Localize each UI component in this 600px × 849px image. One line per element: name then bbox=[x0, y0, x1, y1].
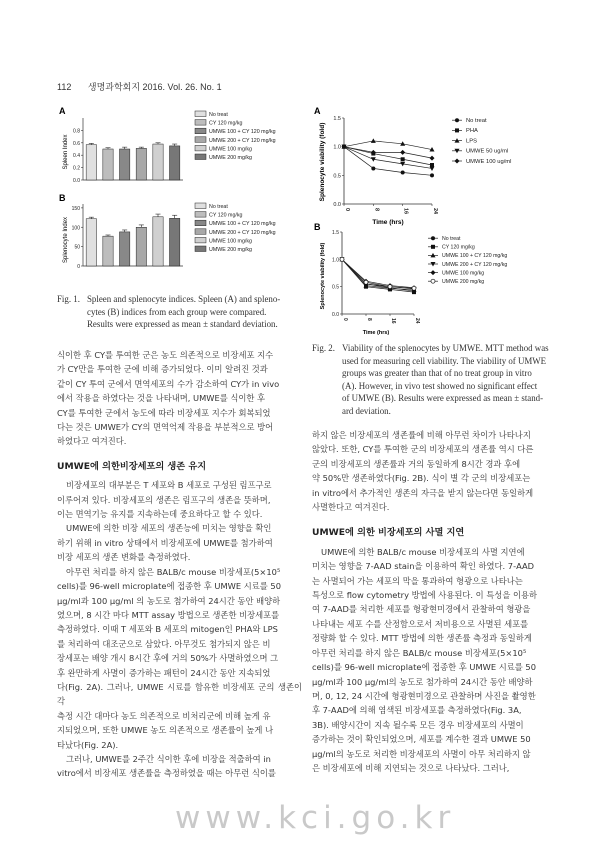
legend-label: UMWE 100 + CY 120 mg/kg bbox=[442, 253, 508, 260]
legend-swatch bbox=[195, 137, 206, 143]
text-line: 아무런 처리를 하지 않은 BALB/c mouse 비장세포(5×10⁵ bbox=[66, 566, 281, 577]
marker bbox=[388, 285, 392, 289]
text-line: 이루어져 있다. 비장세포의 생존은 림프구의 생존을 뜻하며, bbox=[57, 494, 271, 505]
marker bbox=[364, 280, 368, 284]
series-line bbox=[342, 259, 414, 287]
figure-1-caption bbox=[57, 293, 302, 331]
journal-title: 생명과학회지 2016. Vol. 26. No. 1 bbox=[87, 82, 222, 92]
section-title-survival: UMWE에 의한비장세포의 생존 유지 bbox=[57, 460, 207, 472]
marker bbox=[401, 157, 405, 161]
caption-line: of UMWE (B). Results were expressed as mean ± stand- bbox=[342, 393, 544, 404]
legend-label: UMWE 100 + CY 120 mg/kg bbox=[209, 221, 276, 228]
text-line: 측정 시간 대마다 농도 의존적으로 비처리군에 비해 높게 유 bbox=[57, 710, 271, 721]
paragraph-3 bbox=[57, 565, 302, 579]
legend-label: No treat bbox=[209, 204, 228, 210]
text-line: μg/ml과 100 μg/ml 의 농도로 첨가하여 24시간 동안 배양하 bbox=[57, 595, 281, 606]
text-line: 아무런 처리를 하지 않은 BALB/c mouse 비장세포(5×10⁵ bbox=[312, 647, 527, 658]
text-line: 사멸한다고 여겨진다. bbox=[312, 502, 390, 513]
x-tick-label: 0 bbox=[342, 318, 348, 321]
caption-line: groups was greater than that of no treat group in vitro bbox=[342, 368, 532, 379]
text-line: 였으며, 8 시간 마다 MTT assay 방법으로 생존한 비장세포를 bbox=[57, 609, 280, 620]
marker bbox=[430, 156, 435, 161]
y-tick-label: 0.8 bbox=[73, 128, 80, 135]
bar bbox=[170, 146, 180, 180]
fig1-panel-b bbox=[72, 204, 183, 270]
bar bbox=[86, 145, 96, 180]
legend-label: CY 120 mg/kg bbox=[442, 244, 475, 251]
page-header bbox=[57, 80, 236, 93]
legend-label: No treat bbox=[466, 118, 487, 124]
text-line: 측정하였다. 이때 T 세포와 B 세포의 mitogen인 PHA와 LPS bbox=[57, 624, 278, 635]
bar bbox=[120, 232, 130, 266]
caption-line: Spleen and splenocyte indices. Spleen (A) and spleno- bbox=[87, 294, 281, 304]
legend-label: UMWE 200 + CY 120 mg/kg bbox=[209, 137, 276, 144]
text-line: UMWE에 의한 비장 세포의 생존능에 미치는 영향을 확인 bbox=[66, 523, 272, 534]
bar bbox=[86, 219, 96, 266]
text-line: 3B). 배양시간이 지속 될수록 모든 경우 비장세포의 사멸이 bbox=[312, 719, 524, 730]
legend-swatch bbox=[195, 154, 206, 160]
paragraph-1 bbox=[57, 478, 302, 492]
legend-label: UMWE 100 mg/kg bbox=[209, 238, 252, 245]
text-line: 하지 않은 비장세포의 생존률에 비해 아무런 차이가 나타나지 bbox=[312, 430, 531, 440]
text-line: 미치는 영향을 7-AAD stain을 이용하여 확인 하였다. 7-AAD bbox=[312, 561, 535, 572]
fig2-panel-b-label: B bbox=[314, 222, 321, 232]
fig2-b-xlabel: Time (hrs) bbox=[362, 330, 390, 336]
text-line: 지되었으며, 또한 UMWE 농도 의존적으로 생존률이 높게 나 bbox=[57, 725, 274, 736]
legend-label: UMWE 200 mg/kg bbox=[209, 155, 252, 161]
marker bbox=[371, 138, 376, 143]
legend-label: UMWE 50 ug/ml bbox=[466, 148, 509, 155]
figure-2 bbox=[312, 104, 552, 336]
x-tick-label: 16 bbox=[402, 208, 409, 215]
y-tick-label: 1.5 bbox=[333, 116, 341, 122]
marker bbox=[430, 173, 434, 177]
marker bbox=[431, 270, 436, 275]
fig1-b-ylabel: Splenocyte Index bbox=[63, 216, 69, 264]
marker bbox=[371, 166, 375, 170]
legend-swatch bbox=[195, 120, 206, 126]
page-number: 112 bbox=[57, 82, 72, 92]
marker bbox=[400, 150, 405, 155]
caption-line: cytes (B) indices from each group were compared. bbox=[87, 306, 267, 317]
y-tick-label: 0.4 bbox=[73, 153, 80, 160]
marker bbox=[431, 245, 435, 249]
legend-label: UMWE 100 mg/kg bbox=[442, 270, 485, 277]
y-tick-label: 0.6 bbox=[73, 140, 80, 147]
fig1-legend-a bbox=[195, 111, 276, 161]
legend-swatch bbox=[195, 203, 206, 209]
right-column bbox=[312, 428, 555, 775]
text-line: 나타내는 세포 수를 산정함으로서 저비용으로 사멸된 세포를 bbox=[312, 618, 529, 629]
fig2-caption-label: Fig. 2. bbox=[312, 343, 335, 353]
legend-swatch bbox=[195, 128, 206, 134]
fig2-legend-a bbox=[452, 118, 511, 165]
text-line: 장세포는 배양 개시 8시간 후에 거의 50%가 사멸하였으며 그 bbox=[57, 653, 279, 664]
fig2-b-ylabel: Splenocyte viability (fold) bbox=[320, 242, 326, 310]
paragraph-1-cont bbox=[57, 493, 302, 522]
text-line: vitro에서 비장세포 생존률을 측정하였을 때는 아무런 식이를 bbox=[57, 768, 276, 779]
y-tick-label: 100 bbox=[71, 225, 80, 232]
text-line: 를 처리하여 대조군으로 삼았다. 아무것도 첨가되지 않은 비 bbox=[57, 638, 271, 649]
text-line: cells)를 96-well microplate에 접종한 후 UMWE 시료를 50 bbox=[57, 581, 281, 592]
marker bbox=[430, 166, 435, 171]
fig1-a-ylabel: Spleen Index bbox=[63, 134, 69, 170]
x-tick-label: 8 bbox=[366, 318, 372, 321]
watermark: www.kci.go.kr bbox=[175, 800, 456, 836]
text-line: 비장세포의 대부분은 T 세포와 B 세포로 구성된 림프구로 bbox=[66, 480, 272, 491]
section-title-death-delay: UMWE에 의한 비장세포의 사멸 지연 bbox=[312, 527, 465, 539]
text-line: CY를 투여한 군에서 농도에 따라 비장세포 지수가 회복되었 bbox=[57, 407, 271, 418]
text-line: 타났다(Fig. 2A). bbox=[57, 739, 119, 750]
text-line: 는 사멸되어 가는 세포의 막을 통과하여 형광으로 나타나는 bbox=[312, 575, 523, 586]
caption-line: used for measuring cell viability. The viability of UMWE bbox=[342, 355, 547, 366]
series-line bbox=[344, 141, 432, 150]
legend-label: CY 120 mg/kg bbox=[209, 120, 243, 127]
paragraph-4 bbox=[57, 752, 302, 766]
text-line: 식이한 후 CY를 투여한 군은 농도 의존적으로 비장세포 지수 bbox=[57, 350, 274, 360]
legend-label: UMWE 200 + CY 120 mg/kg bbox=[442, 261, 508, 268]
y-tick-label: 0.0 bbox=[332, 312, 339, 318]
marker bbox=[455, 128, 459, 132]
text-line: 비장 세포의 생존 변화를 측정하였다. bbox=[57, 552, 191, 563]
marker bbox=[431, 236, 435, 240]
x-tick-label: 8 bbox=[373, 208, 380, 212]
fig2-a-ylabel: Splenocyte viability (fold) bbox=[319, 122, 326, 202]
y-tick-label: 0.5 bbox=[333, 173, 341, 180]
fig2-panel-a-label: A bbox=[314, 106, 321, 116]
paragraph-3-cont bbox=[57, 579, 302, 752]
legend-swatch bbox=[195, 246, 206, 252]
text-line: 후 7-AAD에 의해 염색된 비장세포를 측정하였다(Fig. 3A, bbox=[312, 705, 522, 716]
text-line: 여 7-AAD를 처리한 세포를 형광현미경에서 관찰하여 형광을 bbox=[312, 604, 531, 615]
caption-line: ard deviation. bbox=[342, 405, 391, 416]
legend-swatch bbox=[195, 237, 206, 243]
bar bbox=[136, 227, 146, 266]
text-line: 특성으로 flow cytometry 방법에 사용된다. 이 특성을 이용하 bbox=[312, 590, 538, 601]
right-paragraph-1 bbox=[312, 428, 555, 514]
text-line: in vitro에서 추가적인 생존의 자극을 받지 않는다면 동일하게 bbox=[312, 487, 534, 498]
text-line: UMWE에 의한 BALB/c mouse 비장세포의 사멸 지연에 bbox=[321, 546, 525, 557]
legend-label: UMWE 200 mg/kg bbox=[442, 279, 485, 285]
fig2-panel-a bbox=[333, 116, 438, 215]
x-tick-label: 24 bbox=[414, 318, 420, 324]
y-tick-label: 0.5 bbox=[332, 284, 339, 291]
text-line: 며, 0, 12, 24 시간에 형광현미경으로 관찰하며 사진을 촬영한 bbox=[312, 690, 536, 701]
y-tick-label: 0.2 bbox=[73, 165, 80, 172]
right-paragraph-2 bbox=[312, 545, 555, 559]
right-paragraph-2-cont bbox=[312, 559, 555, 775]
y-tick-label: 50 bbox=[74, 244, 80, 251]
intro-paragraph bbox=[57, 348, 302, 449]
legend-label: LPS bbox=[466, 138, 477, 145]
marker bbox=[401, 170, 405, 174]
text-line: 않았다. 또한, CY를 투여한 군의 비장세포의 생존률 역시 다른 bbox=[312, 444, 534, 455]
fig2-panel-b bbox=[332, 230, 420, 324]
y-tick-label: 0 bbox=[77, 264, 80, 270]
y-tick-label: 1.5 bbox=[332, 230, 339, 236]
y-tick-label: 150 bbox=[71, 205, 80, 212]
legend-label: No treat bbox=[209, 112, 228, 118]
text-line: 하기 위해 in vitro 상태에서 비장세포에 UMWE를 첨가하여 bbox=[57, 537, 273, 548]
legend-swatch bbox=[195, 220, 206, 226]
text-line: 그러나, UMWE를 2주간 식이한 후에 비장을 적출하여 in bbox=[66, 753, 271, 764]
fig2-legend-b bbox=[428, 236, 507, 285]
fig1-panel-a bbox=[73, 118, 183, 184]
text-line: 다는 것은 UMWE가 CY의 면역억제 작용을 부분적으로 방어 bbox=[57, 422, 274, 433]
fig1-panel-b-label: B bbox=[59, 193, 66, 203]
text-line: 약 50%만 생존하였다(Fig. 2B). 식이 별 각 군의 비장세포는 bbox=[312, 473, 531, 484]
series-line bbox=[342, 259, 414, 291]
text-line: 가 CY만을 투여한 군에 비해 증가되었다. 이미 알려진 것과 bbox=[57, 364, 268, 375]
fig1-panel-a-label: A bbox=[59, 106, 66, 116]
legend-label: UMWE 100 mg/kg bbox=[209, 146, 252, 153]
bar bbox=[103, 236, 113, 266]
bar bbox=[153, 217, 163, 266]
paragraph-4-cont bbox=[57, 766, 302, 780]
figure-1-chart bbox=[57, 104, 302, 284]
x-tick-label: 0 bbox=[344, 208, 350, 212]
marker bbox=[455, 159, 460, 164]
legend-label: UMWE 100 + CY 120 mg/kg bbox=[209, 129, 276, 136]
bar bbox=[120, 149, 130, 180]
series-line bbox=[344, 147, 432, 176]
text-line: 은 비장세포에 비해 지연되는 것으로 나타났다. 그러나, bbox=[312, 762, 510, 773]
caption-line: Results were expressed as mean ± standard deviation. bbox=[87, 319, 278, 330]
text-line: 에서 작용을 하였다는 것을 나타내며, UMWE를 식이한 후 bbox=[57, 393, 266, 404]
text-line: 증가하는 것이 확인되었으며, 세포를 계수한 결과 UMWE 50 bbox=[312, 734, 531, 745]
legend-label: UMWE 200 mg/kg bbox=[209, 247, 252, 253]
y-tick-label: 1.0 bbox=[332, 257, 339, 264]
figure-2-chart bbox=[312, 104, 552, 336]
x-tick-label: 16 bbox=[390, 318, 396, 324]
y-tick-label: 0.0 bbox=[333, 202, 341, 208]
figure-1 bbox=[57, 104, 302, 284]
marker bbox=[455, 118, 459, 122]
text-line: 후 완만하게 사멸이 증가하는 패턴이 24시간 동안 지속되었 bbox=[57, 667, 271, 678]
text-line: 같이 CY 투여 군에서 면역세포의 수가 감소하여 CY가 in vivo bbox=[57, 378, 280, 389]
legend-label: No treat bbox=[442, 236, 461, 242]
legend-label: CY 120 mg/kg bbox=[209, 212, 243, 219]
y-tick-label: 1.0 bbox=[333, 144, 341, 151]
text-line: 다(Fig. 2A). 그러나, UMWE 시료를 함유한 비장세포 군의 생존이 각 bbox=[57, 681, 302, 707]
legend-label: UMWE 100 ug/ml bbox=[466, 158, 512, 165]
bar bbox=[103, 149, 113, 180]
text-line: 군의 비장세포의 생존률과 거의 동일하게 8시간 경과 후에 bbox=[312, 458, 521, 469]
series-line bbox=[342, 259, 414, 288]
bar bbox=[170, 218, 180, 266]
bar bbox=[153, 144, 163, 180]
marker bbox=[431, 279, 435, 283]
legend-swatch bbox=[195, 145, 206, 151]
paragraph-2-cont bbox=[57, 536, 302, 565]
marker bbox=[412, 286, 416, 290]
left-column bbox=[57, 348, 302, 781]
marker bbox=[340, 257, 344, 261]
x-tick-label: 24 bbox=[432, 208, 438, 215]
legend-swatch bbox=[195, 111, 206, 117]
text-line: cells)를 96-well microplate에 접종한 후 UMWE 시료를 50 bbox=[312, 662, 536, 673]
legend-label: PHA bbox=[466, 128, 478, 135]
legend-swatch bbox=[195, 229, 206, 235]
caption-line: Viability of the splenocytes by UMWE. MTT method was bbox=[342, 343, 549, 353]
fig1-legend-b bbox=[195, 203, 276, 253]
text-line: μg/ml의 농도로 처리한 비장세포의 사멸이 아무 처리하지 않 bbox=[312, 748, 531, 759]
figure-2-caption bbox=[312, 342, 552, 418]
fig2-a-xlabel: Time (hrs) bbox=[372, 219, 404, 226]
fig1-caption-label: Fig. 1. bbox=[57, 294, 80, 304]
text-line: 이는 면역기능 유지를 지속하는데 중요하다고 할 수 있다. bbox=[57, 509, 263, 520]
text-line: 하였다고 여겨진다. bbox=[57, 436, 127, 447]
text-line: 정량화 할 수 있다. MTT 방법에 의한 생존률 측정과 동일하게 bbox=[312, 633, 532, 644]
paragraph-2 bbox=[57, 521, 302, 535]
caption-line: (A). However, in vivo test showed no significant effect bbox=[342, 380, 538, 391]
bar bbox=[136, 148, 146, 180]
y-tick-label: 0.0 bbox=[73, 178, 80, 184]
text-line: μg/ml과 100 μg/ml의 농도로 첨가하여 24시간 동안 배양하 bbox=[312, 676, 533, 687]
marker bbox=[430, 163, 434, 167]
legend-label: UMWE 200 + CY 120 mg/kg bbox=[209, 229, 276, 236]
legend-swatch bbox=[195, 212, 206, 218]
